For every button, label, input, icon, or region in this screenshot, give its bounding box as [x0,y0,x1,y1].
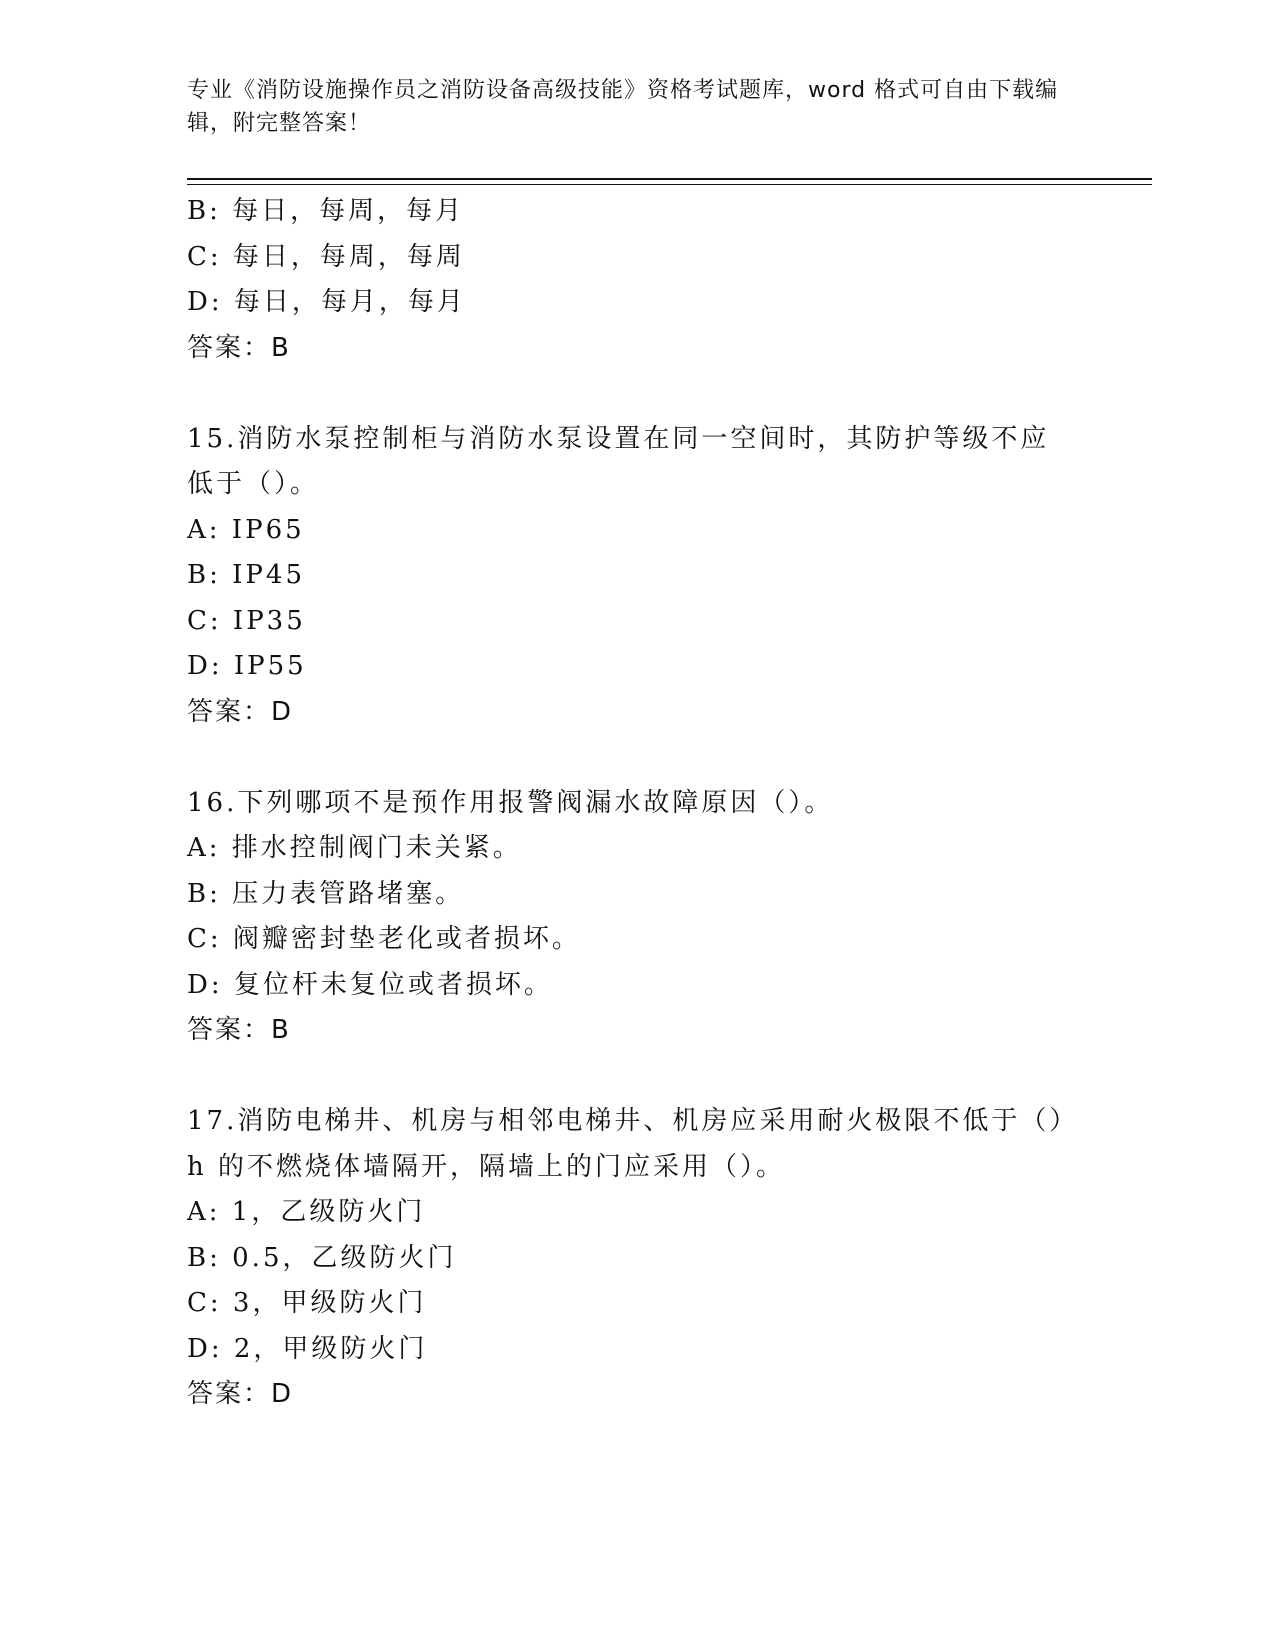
question-block-14 [187,189,1087,371]
option-a: A: 1，乙级防火门 [187,1197,426,1227]
option-c: C: IP35 [187,605,306,636]
question-block-17 [187,1099,1087,1418]
spacer [187,1054,1087,1100]
question-block-15 [187,417,1087,736]
question-content [187,189,1087,1418]
option-b: B: 每日，每周，每月 [187,196,465,226]
document-header: 专业《消防设施操作员之消防设备高级技能》资格考试题库，word 格式可自由下载编辑，附完整答案！ [187,78,1059,136]
option-c: C: 每日，每周，每周 [187,241,465,272]
spacer [187,735,1087,781]
question-block-16 [187,781,1087,1054]
option-d: D: 每日，每月，每月 [187,287,466,317]
option-c: C: 3，甲级防火门 [187,1288,427,1318]
option-b: B: 0.5，乙级防火门 [187,1242,457,1273]
option-a: A: IP65 [187,514,305,545]
option-b: B: IP45 [187,560,305,590]
answer-line: 答案：B [187,332,291,363]
option-c: C: 阀瓣密封垫老化或者损坏。 [187,924,581,954]
header-divider-thick [187,178,1152,180]
answer-line: 答案：D [187,696,294,727]
option-d: D: 复位杆未复位或者损坏。 [187,969,553,1000]
question-stem: 17.消防电梯井、机房与相邻电梯井、机房应采用耐火极限不低于（）h 的不燃烧体墙隔开，隔墙上的门应采用（）。 [187,1106,1066,1182]
answer-line: 答案：B [187,1015,291,1045]
spacer [187,371,1087,417]
option-b: B: 压力表管路堵塞。 [187,878,465,909]
header-divider-thin [187,184,1152,185]
question-stem: 16.下列哪项不是预作用报警阀漏水故障原因（）。 [187,787,834,818]
option-d: D: IP55 [187,651,307,681]
option-a: A: 排水控制阀门未关紧。 [187,833,522,863]
answer-line: 答案：D [187,1379,294,1409]
option-d: D: 2，甲级防火门 [187,1333,428,1364]
question-stem: 15.消防水泵控制柜与消防水泵设置在同一空间时，其防护等级不应低于（）。 [187,423,1050,499]
